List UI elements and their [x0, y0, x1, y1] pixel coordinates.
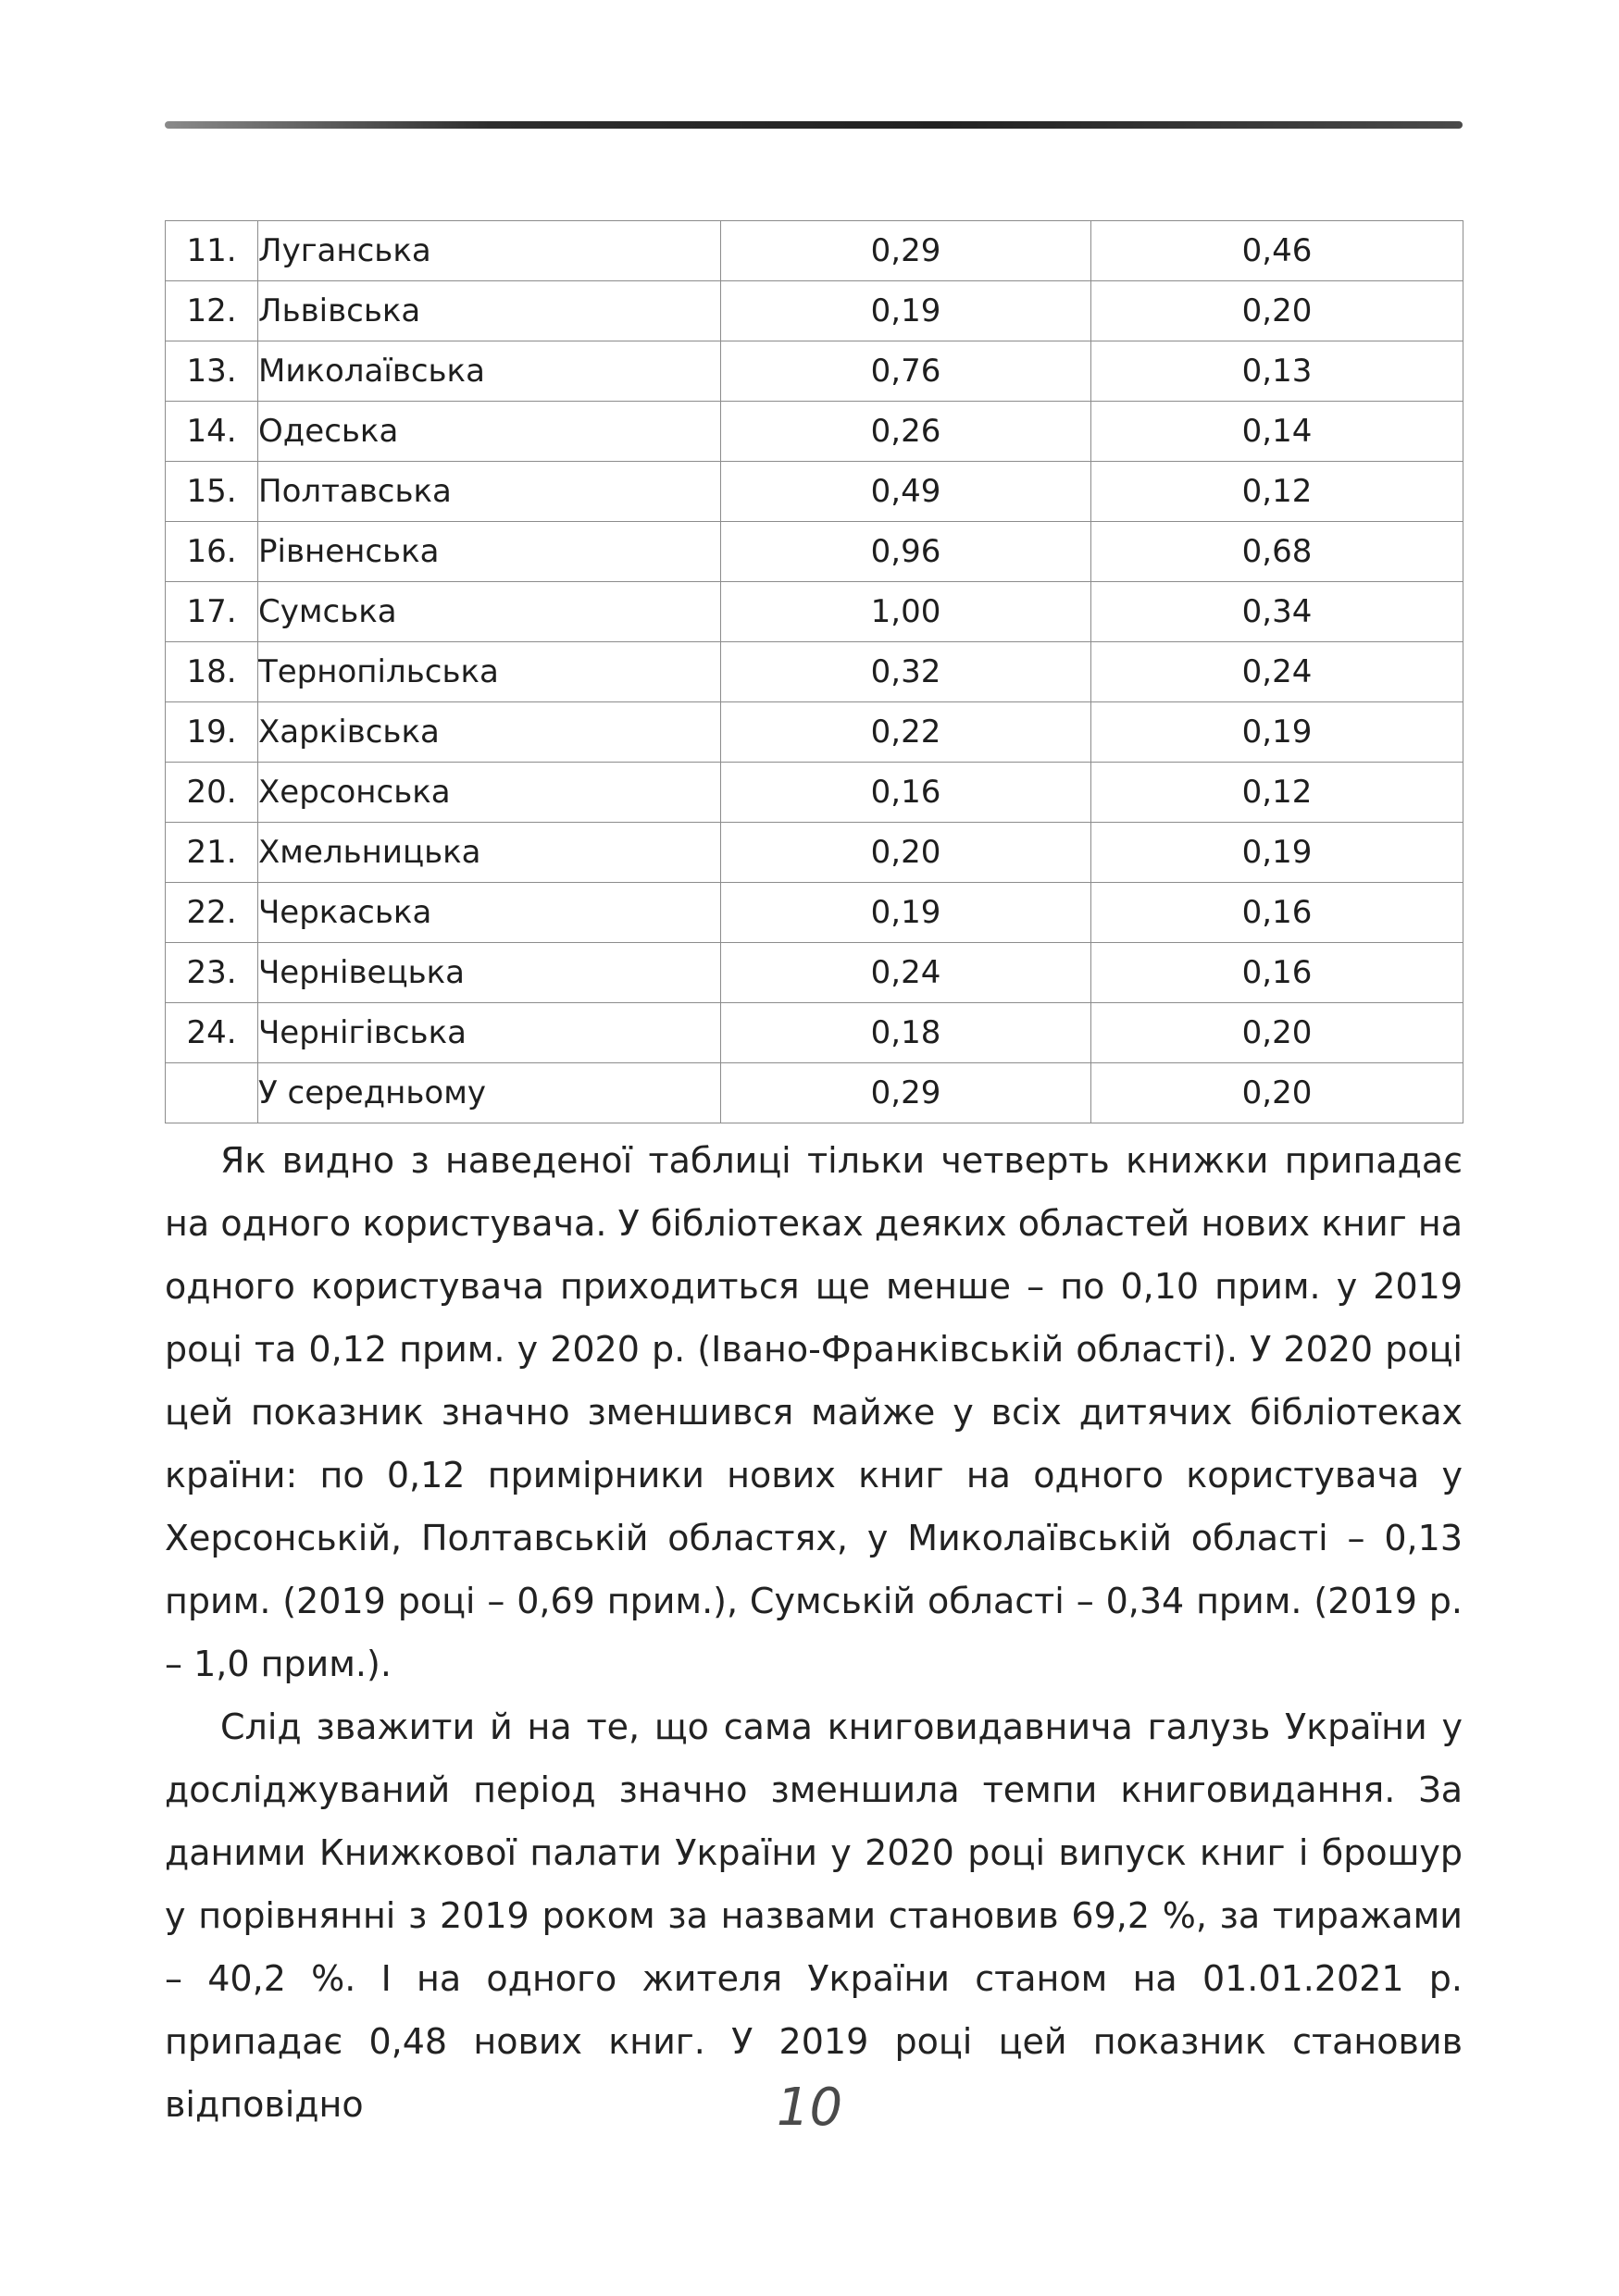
- value-2019-cell: 1,00: [721, 582, 1091, 642]
- row-number-cell: [166, 1063, 258, 1123]
- region-cell: Сумська: [258, 582, 721, 642]
- page-number: 10: [776, 2078, 843, 2138]
- value-2020-cell: 0,12: [1091, 763, 1463, 823]
- value-2019-cell: 0,29: [721, 1063, 1091, 1123]
- value-2019-cell: 0,16: [721, 763, 1091, 823]
- region-cell: Тернопільська: [258, 642, 721, 702]
- table-row: [166, 943, 1463, 1003]
- row-number-cell: 12.: [166, 281, 258, 341]
- value-2019-cell: 0,32: [721, 642, 1091, 702]
- region-cell: У середньому: [258, 1063, 721, 1123]
- region-cell: Чернівецька: [258, 943, 721, 1003]
- region-cell: Луганська: [258, 221, 721, 281]
- value-2019-cell: 0,26: [721, 402, 1091, 462]
- table-row: [166, 462, 1463, 522]
- value-2019-cell: 0,22: [721, 702, 1091, 763]
- region-cell: Черкаська: [258, 883, 721, 943]
- table-row: [166, 402, 1463, 462]
- value-2019-cell: 0,24: [721, 943, 1091, 1003]
- value-2019-cell: 0,29: [721, 221, 1091, 281]
- value-2020-cell: 0,19: [1091, 702, 1463, 763]
- value-2020-cell: 0,13: [1091, 341, 1463, 402]
- table-body: [166, 221, 1463, 1123]
- region-cell: Чернігівська: [258, 1003, 721, 1063]
- header-rule: [165, 121, 1463, 129]
- region-cell: Харківська: [258, 702, 721, 763]
- row-number-cell: 11.: [166, 221, 258, 281]
- value-2019-cell: 0,19: [721, 281, 1091, 341]
- region-cell: Миколаївська: [258, 341, 721, 402]
- row-number-cell: 13.: [166, 341, 258, 402]
- table-row: [166, 341, 1463, 402]
- value-2020-cell: 0,20: [1091, 1063, 1463, 1123]
- table-row: [166, 702, 1463, 763]
- table-row: [166, 522, 1463, 582]
- paragraph-1: Як видно з наведеної таблиці тільки четверть книжки припадає на одного користувача. У бібліотеках деяких областей нових книг на одного користувача приходиться ще менше – по 0,10 прим. у 2019 році та 0,12 прим. у 2020 р. (Івано-Франківській області). У 2020 році цей показник значно зменшився майже у всіх дитячих бібліотеках країни: по 0,12 примірники нових книг на одного користувача у Херсонській, Полтавській областях, у Миколаївській області – 0,13 прим. (2019 році – 0,69 прим.), Сумській області – 0,34 прим. (2019 р. – 1,0 прим.).: [165, 1140, 1463, 1684]
- table-row: [166, 1063, 1463, 1123]
- row-number-cell: 20.: [166, 763, 258, 823]
- table-row: [166, 883, 1463, 943]
- value-2020-cell: 0,16: [1091, 883, 1463, 943]
- value-2019-cell: 0,76: [721, 341, 1091, 402]
- row-number-cell: 16.: [166, 522, 258, 582]
- value-2020-cell: 0,20: [1091, 1003, 1463, 1063]
- region-cell: Полтавська: [258, 462, 721, 522]
- row-number-cell: 14.: [166, 402, 258, 462]
- region-cell: Херсонська: [258, 763, 721, 823]
- table-row: [166, 1003, 1463, 1063]
- value-2019-cell: 0,96: [721, 522, 1091, 582]
- row-number-cell: 18.: [166, 642, 258, 702]
- table-row: [166, 582, 1463, 642]
- value-2020-cell: 0,20: [1091, 281, 1463, 341]
- value-2019-cell: 0,18: [721, 1003, 1091, 1063]
- table-row: [166, 281, 1463, 341]
- region-cell: Хмельницька: [258, 823, 721, 883]
- table-row: [166, 763, 1463, 823]
- paragraph-2: Слід зважити й на те, що сама книговидавнича галузь України у досліджуваний період значно зменшила темпи книговидання. За даними Книжкової палати України у 2020 році випуск книг і брошур у порівнянні з 2019 роком за назвами становив 69,2 %, за тиражами – 40,2 %. І на одного жителя України станом на 01.01.2021 р. припадає 0,48 нових книг. У 2019 році цей показник становив відповідно: [165, 1706, 1463, 2125]
- value-2020-cell: 0,14: [1091, 402, 1463, 462]
- value-2019-cell: 0,19: [721, 883, 1091, 943]
- table-row: [166, 221, 1463, 281]
- value-2020-cell: 0,34: [1091, 582, 1463, 642]
- body-text: [165, 1129, 1463, 2136]
- row-number-cell: 15.: [166, 462, 258, 522]
- value-2020-cell: 0,16: [1091, 943, 1463, 1003]
- row-number-cell: 22.: [166, 883, 258, 943]
- row-number-cell: 24.: [166, 1003, 258, 1063]
- value-2020-cell: 0,19: [1091, 823, 1463, 883]
- row-number-cell: 17.: [166, 582, 258, 642]
- row-number-cell: 19.: [166, 702, 258, 763]
- row-number-cell: 23.: [166, 943, 258, 1003]
- region-cell: Львівська: [258, 281, 721, 341]
- value-2020-cell: 0,68: [1091, 522, 1463, 582]
- value-2019-cell: 0,49: [721, 462, 1091, 522]
- data-table: [165, 220, 1463, 1123]
- table-row: [166, 642, 1463, 702]
- table-row: [166, 823, 1463, 883]
- value-2019-cell: 0,20: [721, 823, 1091, 883]
- value-2020-cell: 0,12: [1091, 462, 1463, 522]
- value-2020-cell: 0,46: [1091, 221, 1463, 281]
- region-cell: Одеська: [258, 402, 721, 462]
- region-cell: Рівненська: [258, 522, 721, 582]
- row-number-cell: 21.: [166, 823, 258, 883]
- value-2020-cell: 0,24: [1091, 642, 1463, 702]
